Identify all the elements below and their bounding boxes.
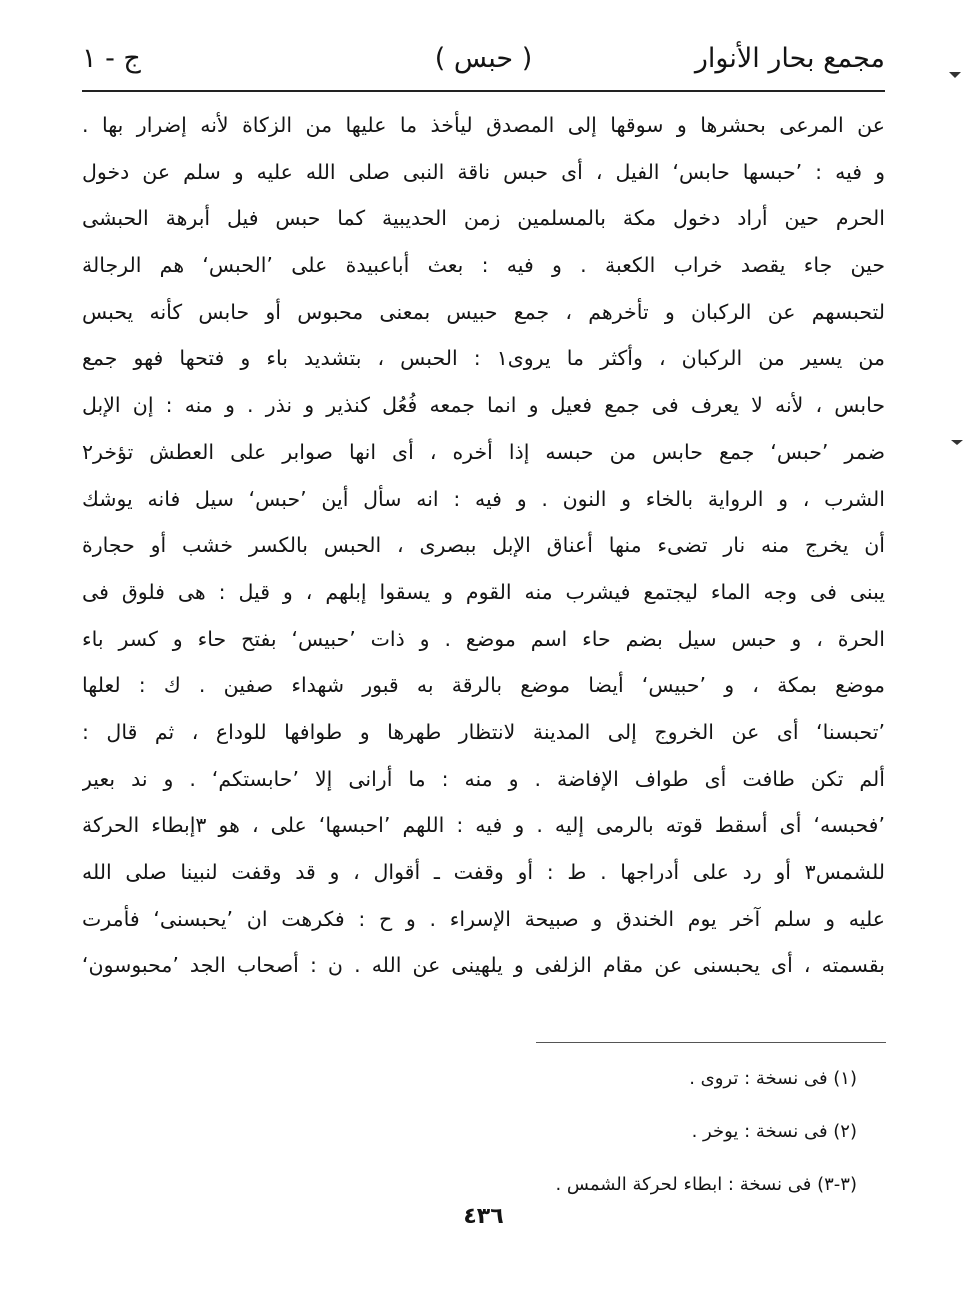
footnotes — [357, 1052, 857, 1211]
text-line: للشمس٣ أو رد على أدراجها . ط : أو وقفت ـ أقوال ، و قد وقفت لنبينا صلى الله — [82, 860, 885, 884]
text-line: يبنى فى وجه الماء ليجتمع فيشرب منه القوم و يسقوا إبلهم ، و قيل : هى فلوق فى — [82, 579, 885, 604]
scan-mark — [951, 440, 963, 445]
footnote: (١) فى نسخة : تروى . — [689, 1068, 857, 1089]
page-number: ٤٣٦ — [463, 1204, 504, 1229]
footnote: (٣-٣) فى نسخة : ابطاء لحركة الشمس . — [555, 1174, 857, 1195]
text-line: لتحبسهم عن الركبان و تأخرهم ، جمع حبيس بمعنى محبوس أو حابس كأنه يحبس — [82, 299, 885, 324]
text-line: حين جاء يقصد خراب الكعبة . و فيه : بعث أباعبيدة على ’الحبس‘ هم الرجالة — [82, 253, 885, 278]
text-line: ألم تكن طافت أى طواف الإفاضة . و منه : ما أرانى إلا ’حابستكم‘ . و ند بعير — [82, 766, 885, 791]
text-line: ’تحبسنا‘ أى عن الخروج إلى المدينة لانتظار طهرها و طوافها للوداع ، ثم قال : — [82, 719, 885, 744]
volume-label: ج - ١ — [82, 43, 141, 74]
footnote: (٢) فى نسخة : يوخر . — [691, 1121, 857, 1142]
header-rule — [82, 90, 885, 92]
text-line: الحرم حين أراد دخول مكة بالمسلمين زمن الحديبية كما حبس فيل أبرهة الحبشى — [82, 206, 885, 231]
text-line: ’فحبسه‘ أى أسقط قوته بالرمى إليه . و فيه : اللهم ’احبسها‘ على ، هو ٣إبطاء الحركة — [82, 813, 885, 838]
main-text — [82, 102, 885, 989]
text-line: بقسمته ، أى يحبسنى عن مقام الزلفى و يلهينى عن الله . ن : أصحاب الجد ’محبوسون‘ — [82, 953, 885, 978]
entry-heading: ( حبس ) — [434, 43, 533, 74]
text-line: و فيه : ’حبسها حابس‘ الفيل ، أى حبس ناقة النبى صلى الله عليه و سلم عن دخول — [82, 159, 885, 184]
text-line: الحرة ، و حبس سيل بضم حاء اسم موضع . و ذات ’حبيس‘ بفتح حاء و كسر باء — [82, 626, 885, 651]
text-line: ضمر ’حبس‘ جمع حابس من حبسه إذا أخره ، أى انها صوابر على العطش تؤخر٢ — [82, 439, 885, 464]
text-line: أن يخرج منه نار تضىء منها أعناق الإبل ببصرى ، الحبس بالكسر خشب أو حجارة — [82, 533, 885, 558]
text-line: الشرب ، و الرواية بالخاء و النون . و فيه : انه سأل أين ’حبس‘ سيل فانه يوشك — [82, 486, 885, 511]
text-line: عن المرعى بحشرها و سوقها إلى المصدق ليأخذ ما عليها من الزكاة لأنه إضرار بها . — [82, 113, 885, 137]
text-line: حابس ، لأنه لا يعرف فى جمع فعيل و انما جمعه فُعُل كنذير و نذر . و منه : إن الإبل — [82, 393, 885, 418]
scan-mark — [949, 72, 961, 78]
text-line: من يسير من الركبان ، وأكثر ما يروى١ : الحبس ، بتشديد باء و فتحها فهو جمع — [82, 346, 885, 371]
footnote-rule — [536, 1042, 886, 1043]
text-line: موضع بمكة ، و ’حبيس‘ أيضا موضع بالرقة به قبور شهداء صفين . ك : لعلها — [82, 673, 885, 698]
running-title: مجمع بحار الأنوار — [694, 43, 885, 74]
text-line: عليه و سلم آخر يوم الخندق و صبيحة الإسراء . و ح : فكرهت ان ’يحبسنى‘ فأمرت — [82, 906, 885, 931]
